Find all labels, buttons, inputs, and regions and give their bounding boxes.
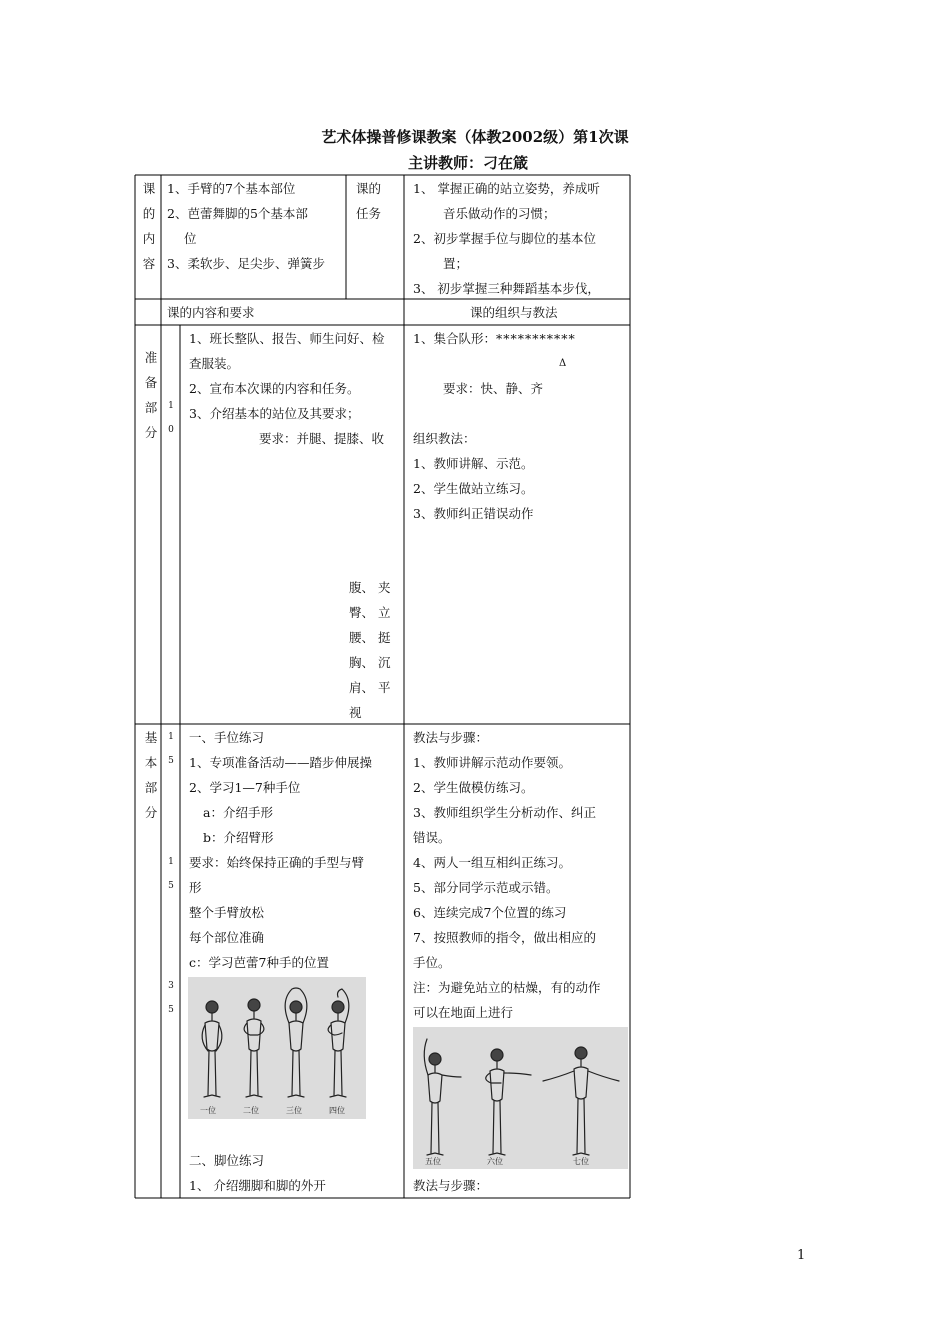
basic-time-2: 1 5 — [168, 857, 174, 891]
prep-requirements: 腹、 夹 臀、 立 腰、 挺 胸、 沉 肩、 平 视 — [349, 580, 391, 720]
formation-requirement: 要求：快、静、齐 — [443, 381, 544, 396]
basic-methods: 教法与步骤： 1、教师讲解示范动作要领。 2、学生做模仿练习。 3、教师组织学生分析动作、纠正 错误。 4、两人一组互相纠正练习。 5、部分同学示范或示错。 6、连续完成7个位置的练习 7、按照教师的指令，做出相应的 手位。 注：为避免站立的枯燥，有的动作 可以在地面上进行 — [413, 730, 601, 1020]
figure-label-position-1: 一位 — [200, 1106, 216, 1115]
column-header-content: 课的内容和要求 — [167, 305, 255, 320]
prep-methods: 组织教法： 1、教师讲解、示范。 2、学生做站立练习。 3、教师纠正错误动作 — [413, 431, 534, 521]
figure-label-position-2: 二位 — [243, 1106, 259, 1115]
page-title: 艺术体操普修课教案（体教2002级）第1次课 — [321, 128, 629, 146]
foot-position-section: 二、脚位练习 1、 介绍绷脚和脚的外开 — [189, 1153, 326, 1193]
teacher-position-mark: Δ — [559, 358, 567, 369]
arm-positions-figure-1-4 — [188, 977, 366, 1119]
page-number: 1 — [797, 1248, 806, 1263]
content-label: 课 的 内 容 — [142, 181, 156, 271]
column-header-method: 课的组织与教法 — [470, 305, 558, 320]
ballet-figures-illustration — [188, 977, 366, 1119]
basic-time-1: 1 5 — [168, 732, 174, 766]
teacher-name: 主讲教师：刁在箴 — [408, 154, 529, 172]
formation-line: 1、集合队形：*********** — [413, 331, 576, 346]
prep-time: 1 0 — [168, 401, 174, 435]
basic-methods-2-title: 教法与步骤： — [413, 1178, 489, 1193]
figure-label-position-7: 七位 — [573, 1157, 589, 1166]
task-label: 课的 任务 — [356, 181, 382, 221]
lesson-content: 1、手臂的7个基本部位 2、芭蕾舞脚的5个基本部 位 3、柔软步、足尖步、弹簧步 — [167, 181, 325, 271]
figure-label-position-6: 六位 — [487, 1157, 503, 1166]
figure-label-position-3: 三位 — [286, 1106, 302, 1115]
figure-label-position-4: 四位 — [329, 1106, 345, 1115]
ballet-figures-illustration-2 — [413, 1027, 628, 1169]
figure-label-position-5: 五位 — [425, 1157, 441, 1166]
arm-positions-figure-5-7 — [413, 1027, 628, 1169]
basic-time-3: 3 5 — [168, 981, 174, 1015]
prep-content: 1、班长整队、报告、师生问好、检 查服装。 2、宣布本次课的内容和任务。 3、介绍基本的站位及其要求； 要求：并腿、提膝、收 — [189, 331, 385, 446]
basic-content: 一、手位练习 1、专项准备活动——踏步伸展操 2、学习1—7种手位 a：介绍手形 b：介绍臂形 要求：始终保持正确的手型与臂 形 整个手臂放松 每个部位准确 c：学习芭蕾7种手的位置 — [189, 730, 372, 970]
prep-label: 准 备 部 分 — [144, 350, 158, 440]
lesson-tasks: 1、 掌握正确的站立姿势，养成听 音乐做动作的习惯； 2、初步掌握手位与脚位的基本位 置； 3、 初步掌握三种舞蹈基本步伐， — [413, 181, 600, 296]
basic-label: 基 本 部 分 — [144, 730, 158, 820]
